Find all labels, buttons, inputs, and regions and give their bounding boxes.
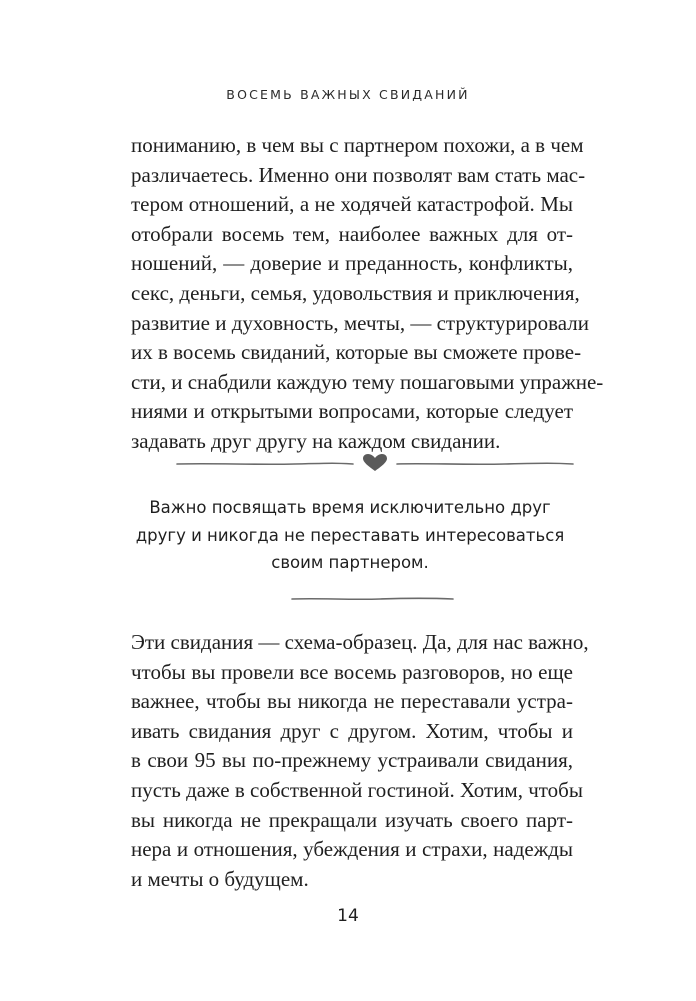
heart-icon [363, 454, 387, 471]
callout-line: другу и никогда не переставать интересоваться [135, 525, 565, 545]
callout-quote [120, 494, 580, 577]
running-header: ВОСЕМЬ ВАЖНЫХ СВИДАНИЙ [226, 87, 470, 102]
text-line: ивать свидания друг с другом. Хотим, чтобы и [131, 718, 573, 743]
text-line: тером отношений, а не ходячей катастрофой. Мы [131, 192, 573, 217]
divider-line-right [397, 463, 573, 464]
text-line: сти, и снабдили каждую тему пошаговыми упражне- [131, 369, 604, 394]
text-line: в свои 95 вы по-прежнему устраивали свидания, [131, 748, 573, 773]
text-line: пониманию, в чем вы с партнером похожи, а в чем [131, 133, 584, 157]
text-line: задавать друг другу на каждом свидании. [131, 428, 501, 453]
divider-line-left [177, 463, 353, 464]
paragraph-2 [131, 628, 589, 894]
callout-line: Важно посвящать время исключительно друг [149, 498, 551, 517]
ornament-divider [175, 452, 575, 476]
text-line: чтобы вы провели все восемь разговоров, но еще [131, 659, 573, 684]
text-line: их в восемь свиданий, которые вы сможете прове- [131, 340, 582, 365]
text-line: отобрали восемь тем, наиболее важных для от- [131, 221, 573, 246]
text-line: пусть даже в собственной гостиной. Хотим, чтобы [131, 777, 583, 802]
text-line: различаетесь. Именно они позволят вам стать мас- [131, 162, 586, 187]
callout-line: своим партнером. [271, 553, 429, 572]
paragraph-1 [131, 131, 604, 457]
text-line: ношений, — доверие и преданность, конфликты, [131, 251, 573, 276]
text-line: и мечты о будущем. [131, 866, 309, 891]
ornament-divider-bottom [290, 592, 455, 606]
text-line: секс, деньги, семья, удовольствия и приключения, [131, 280, 580, 305]
text-line: вы никогда не прекращали изучать своего парт- [131, 807, 573, 832]
text-line: ниями и открытыми вопросами, которые следует [131, 399, 573, 424]
text-line: нера и отношения, убеждения и страхи, надежды [131, 837, 573, 862]
text-line: Эти свидания — схема-образец. Да, для нас важно, [131, 630, 589, 654]
text-line: важнее, чтобы вы никогда не переставали устра- [131, 689, 573, 714]
page-number: 14 [337, 906, 359, 926]
text-line: развитие и духовность, мечты, — структурировали [131, 310, 589, 335]
